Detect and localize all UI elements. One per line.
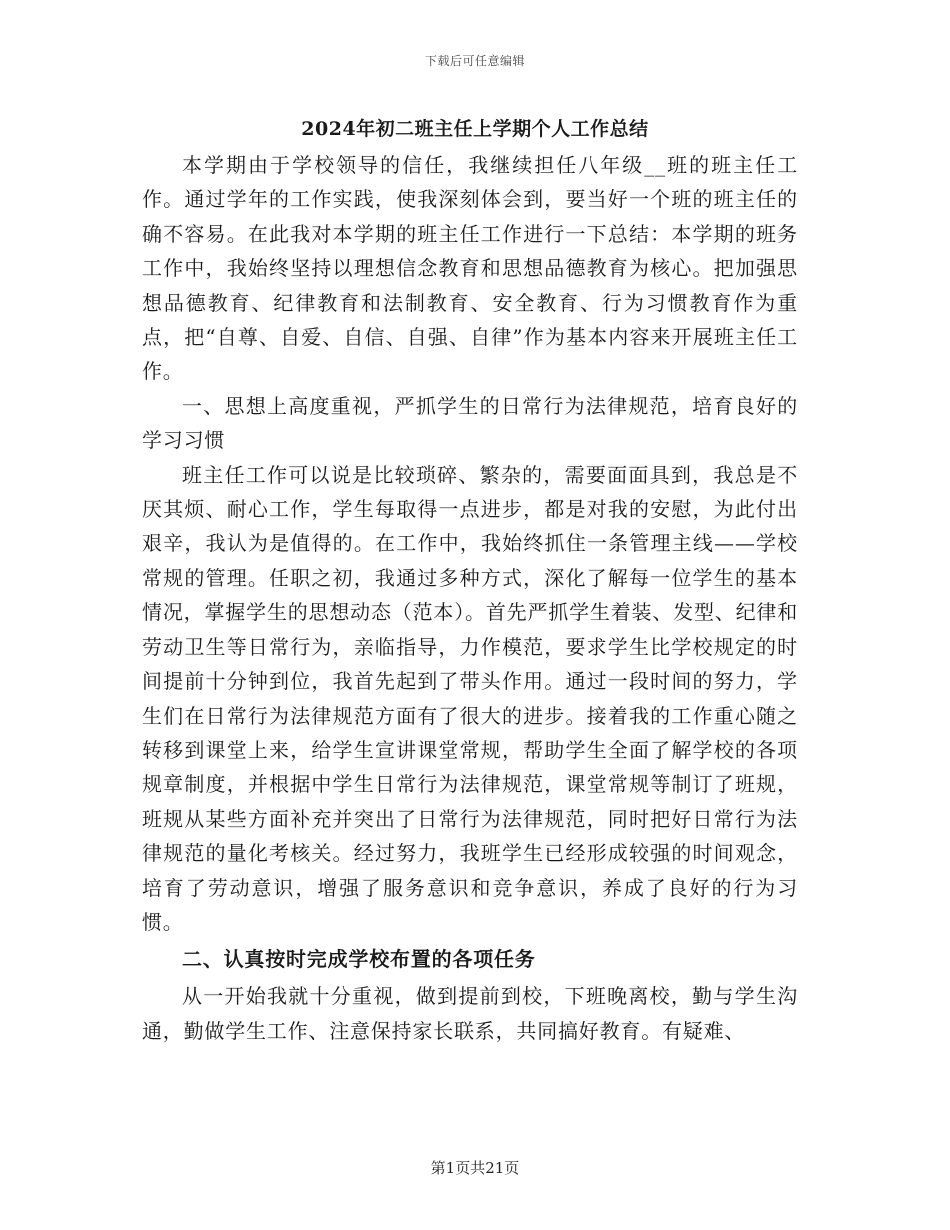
paragraph-intro: 本学期由于学校领导的信任，我继续担任八年级__班的班主任工作。通过学年的工作实践，使我深刻体会到，要当好一个班的班主任的确不容易。在此我对本学期的班主任工作进行一下总结：本学期的班务工作中，我始终坚持以理想信念教育和思想品德教育为核心。把加强思想品德教育、纪律教育和法制教育、安全教育、行为习惯教育作为重点，把“自尊、自爱、自信、自强、自律”作为基本内容来开展班主任工作。 <box>142 153 798 384</box>
document-body <box>142 148 798 1048</box>
section-heading-2: 二、认真按时完成学校布置的各项任务 <box>182 947 536 972</box>
page-footer: 第1页共21页 <box>430 1159 520 1177</box>
section-heading-1: 一、思想上高度重视，严抓学生的日常行为法律规范，培育良好的学习习惯 <box>142 393 798 453</box>
paragraph-section-1: 班主任工作可以说是比较琐碎、繁杂的，需要面面具到，我总是不厌其烦、耐心工作，学生每取得一点进步，都是对我的安慰，为此付出艰辛，我认为是值得的。在工作中，我始终抓住一条管理主线——学校常规的管理。任职之初，我通过多种方式，深化了解每一位学生的基本情况，掌握学生的思想动态（范本）。首先严抓学生着装、发型、纪律和劳动卫生等日常行为，亲临指导，力作模范，要求学生比学校规定的时间提前十分钟到位，我首先起到了带头作用。通过一段时间的努力，学生们在日常行为法律规范方面有了很大的进步。接着我的工作重心随之转移到课堂上来，给学生宣讲课堂常规，帮助学生全面了解学校的各项规章制度，并根据中学生日常行为法律规范，课堂常规等制订了班规，班规从某些方面补充并突出了日常行为法律规范，同时把好日常行为法律规范的量化考核关。经过努力，我班学生已经形成较强的时间观念，培育了劳动意识，增强了服务意识和竞争意识，养成了良好的行为习惯。 <box>142 462 798 934</box>
page-header: 下载后可任意编辑 <box>424 54 525 68</box>
document-title: 2024年初二班主任上学期个人工作总结 <box>301 118 649 140</box>
paragraph-section-2: 从一开始我就十分重视，做到提前到校，下班晚离校，勤与学生沟通，勤做学生工作、注意保持家长联系，共同搞好教育。有疑难、 <box>142 984 798 1043</box>
